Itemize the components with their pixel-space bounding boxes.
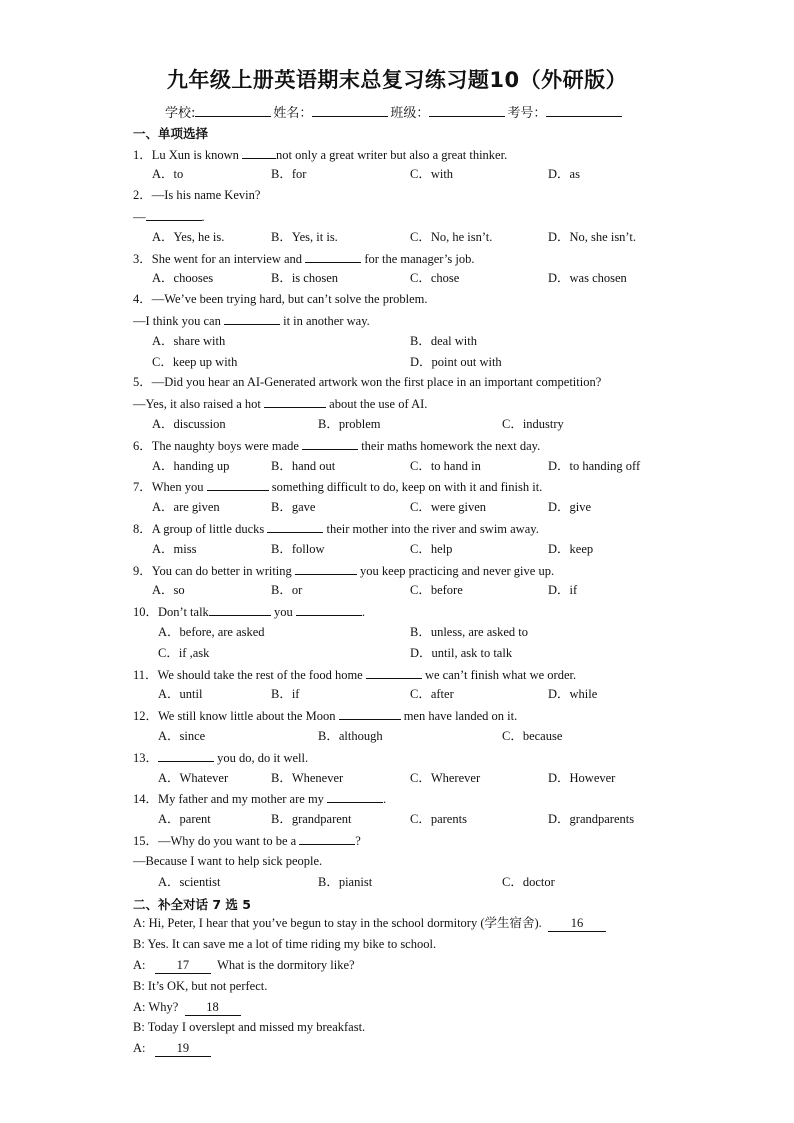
- q14-stem: [133, 790, 386, 807]
- q13-option-a[interactable]: A．Whatever: [158, 771, 229, 785]
- exam-no-blank[interactable]: [546, 105, 622, 117]
- q10-option-c[interactable]: C．if ,ask: [158, 646, 210, 660]
- q5-option-a[interactable]: A．discussion: [152, 417, 226, 431]
- q8-option-b[interactable]: B．follow: [271, 542, 325, 556]
- student-info-row: [165, 102, 624, 121]
- q10-stem-text-2: you: [270, 605, 296, 619]
- q8-blank[interactable]: [267, 520, 323, 533]
- q4-blank[interactable]: [224, 312, 280, 325]
- section-1-heading: 一、单项选择: [133, 126, 209, 141]
- name-label: 姓名：: [273, 106, 313, 121]
- dialog-line-5-text: A: Why?: [133, 1000, 179, 1014]
- dialog-line-7: [133, 1040, 211, 1057]
- q10-stem-end: .: [361, 605, 365, 619]
- q9-option-b[interactable]: B．or: [271, 583, 303, 597]
- q15-blank[interactable]: [299, 832, 355, 845]
- q1-blank[interactable]: [242, 146, 276, 159]
- q4-reply: [133, 312, 370, 329]
- class-blank[interactable]: [429, 105, 505, 117]
- q1-stem-text: 1．Lu Xun is known: [133, 148, 243, 162]
- q15-stem-text: 15．—Why do you want to be a: [133, 834, 300, 848]
- dialog-line-1: [133, 915, 606, 932]
- q8-stem-text: 8．A group of little ducks: [133, 522, 268, 536]
- q12-option-c[interactable]: C．because: [502, 729, 563, 743]
- school-blank[interactable]: [195, 105, 271, 117]
- q12-blank[interactable]: [339, 707, 401, 720]
- q15-option-b[interactable]: B．pianist: [318, 875, 373, 889]
- q5-reply-text: —Yes, it also raised a hot: [133, 397, 265, 411]
- q15-stem-end: ?: [355, 834, 361, 848]
- q3-option-a[interactable]: A．chooses: [152, 271, 214, 285]
- q7-option-b[interactable]: B．gave: [271, 500, 316, 514]
- page-title: 九年级上册英语期末总复习练习题10（外研版）: [166, 68, 628, 92]
- q15-reply: —Because I want to help sick people.: [133, 854, 323, 868]
- q4-option-a[interactable]: A．share with: [152, 334, 226, 348]
- dialog-line-2: B: Yes. It can save me a lot of time riding my bike to school.: [133, 937, 437, 951]
- q11-stem-text-2: we can’t finish what we order.: [421, 668, 577, 682]
- q8-stem: [133, 520, 539, 537]
- q6-stem-text-2: their maths homework the next day.: [358, 439, 541, 453]
- q14-option-b[interactable]: B．grandparent: [271, 812, 352, 826]
- q10-option-d[interactable]: D．until, ask to talk: [410, 646, 513, 660]
- q7-option-a[interactable]: A．are given: [152, 500, 220, 514]
- name-blank[interactable]: [312, 105, 388, 117]
- q13-stem: [133, 749, 308, 766]
- dialog-line-5: [133, 999, 241, 1016]
- q2-option-a[interactable]: A．Yes, he is.: [152, 230, 225, 244]
- q11-blank[interactable]: [366, 666, 422, 679]
- q10-option-b[interactable]: B．unless, are asked to: [410, 625, 529, 639]
- dialog-line-7-speaker: A:: [133, 1041, 146, 1055]
- q10-stem-text: 10．Don’t talk: [133, 605, 209, 619]
- q5-stem: 5．—Did you hear an AI-Generated artwork won the first place in an important competition?: [133, 375, 602, 389]
- q13-blank[interactable]: [158, 749, 214, 762]
- dialog-line-3: [133, 957, 355, 974]
- q11-stem: [133, 666, 576, 683]
- q5-reply: [133, 395, 427, 412]
- dialog-line-4: B: It’s OK, but not perfect.: [133, 979, 268, 993]
- dialog-line-3-text: What is the dormitory like?: [217, 958, 355, 972]
- q7-stem: [133, 478, 542, 495]
- q6-option-b[interactable]: B．hand out: [271, 459, 336, 473]
- q4-reply-text: —I think you can: [133, 314, 224, 328]
- q3-option-b[interactable]: B．is chosen: [271, 271, 339, 285]
- q3-blank[interactable]: [305, 250, 361, 263]
- q6-option-c[interactable]: C．to hand in: [410, 459, 481, 473]
- q3-stem: [133, 250, 474, 267]
- q9-option-a[interactable]: A．so: [152, 583, 185, 597]
- school-label: 学校:: [165, 106, 196, 121]
- q12-option-b[interactable]: B．although: [318, 729, 383, 743]
- dialog-line-3-speaker: A:: [133, 958, 146, 972]
- q11-option-b[interactable]: B．if: [271, 687, 300, 701]
- q2-option-c[interactable]: C．No, he isn’t.: [410, 230, 493, 244]
- q1-stem-text-2: not only a great writer but also a great thinker.: [276, 148, 508, 162]
- q2-reply: [133, 208, 205, 225]
- q3-option-d[interactable]: D．was chosen: [548, 271, 627, 285]
- q3-stem-text-2: for the manager’s job.: [361, 252, 475, 266]
- q1-option-c[interactable]: C．with: [410, 167, 454, 181]
- q4-stem: 4．—We’ve been trying hard, but can’t solve the problem.: [133, 292, 428, 306]
- q11-option-a[interactable]: A．until: [158, 687, 203, 701]
- q10-option-a[interactable]: A．before, are asked: [158, 625, 265, 639]
- q8-option-a[interactable]: A．miss: [152, 542, 197, 556]
- q10-blank-2[interactable]: [296, 603, 362, 616]
- q5-reply-text-2: about the use of AI.: [326, 397, 428, 411]
- q10-stem: [133, 603, 365, 620]
- q6-stem: [133, 437, 540, 454]
- q15-stem: [133, 832, 361, 849]
- q15-option-c[interactable]: C．doctor: [502, 875, 555, 889]
- q13-option-c[interactable]: C．Wherever: [410, 771, 481, 785]
- exam-no-label: 考号：: [507, 106, 547, 121]
- q7-stem-text: 7．When you: [133, 480, 207, 494]
- q9-option-d[interactable]: D．if: [548, 583, 578, 597]
- q6-option-d[interactable]: D．to handing off: [548, 459, 641, 473]
- dialog-line-1-text: A: Hi, Peter, I hear that you’ve begun to stay in the school dormitory (学生宿舍).: [133, 916, 542, 930]
- q2-blank[interactable]: [146, 208, 202, 221]
- q11-option-d[interactable]: D．while: [548, 687, 598, 701]
- q14-stem-end: .: [383, 792, 387, 806]
- q1-option-d[interactable]: D．as: [548, 167, 580, 181]
- q2-stem: 2．—Is his name Kevin?: [133, 188, 261, 202]
- dialog-line-6: B: Today I overslept and missed my breakfast.: [133, 1020, 366, 1034]
- q8-option-d[interactable]: D．keep: [548, 542, 594, 556]
- q12-stem: [133, 707, 517, 724]
- q7-option-c[interactable]: C．were given: [410, 500, 487, 514]
- q1-option-b[interactable]: B．for: [271, 167, 307, 181]
- q5-blank[interactable]: [264, 395, 326, 408]
- q9-option-c[interactable]: C．before: [410, 583, 463, 597]
- q14-stem-text: 14．My father and my mother are my: [133, 792, 328, 806]
- q11-stem-text: 11．We should take the rest of the food home: [133, 668, 366, 682]
- blank-17[interactable]: 17: [155, 957, 211, 974]
- q14-option-a[interactable]: A．parent: [158, 812, 211, 826]
- q12-option-a[interactable]: A．since: [158, 729, 206, 743]
- q4-option-d[interactable]: D．point out with: [410, 355, 502, 369]
- q6-stem-text: 6．The naughty boys were made: [133, 439, 303, 453]
- q8-option-c[interactable]: C．help: [410, 542, 453, 556]
- q7-stem-text-2: something difficult to do, keep on with it and finish it.: [268, 480, 543, 494]
- q12-stem-text: 12．We still know little about the Moon: [133, 709, 339, 723]
- blank-16[interactable]: 16: [548, 915, 606, 932]
- q5-option-b[interactable]: B．problem: [318, 417, 381, 431]
- q5-option-c[interactable]: C．industry: [502, 417, 564, 431]
- q12-stem-text-2: men have landed on it.: [400, 709, 518, 723]
- q1-option-a[interactable]: A．to: [152, 167, 184, 181]
- q2-reply-dash: —: [133, 210, 146, 224]
- q11-option-c[interactable]: C．after: [410, 687, 454, 701]
- q6-option-a[interactable]: A．handing up: [152, 459, 230, 473]
- q10-blank-1[interactable]: [209, 603, 271, 616]
- q14-option-d[interactable]: D．grandparents: [548, 812, 635, 826]
- q3-stem-text: 3．She went for an interview and: [133, 252, 306, 266]
- q14-blank[interactable]: [327, 790, 383, 803]
- q8-stem-text-2: their mother into the river and swim away.: [323, 522, 539, 536]
- q7-blank[interactable]: [207, 478, 269, 491]
- q13-stem-text: 13．: [133, 751, 159, 765]
- blank-19[interactable]: 19: [155, 1040, 211, 1057]
- q2-reply-end: .: [201, 210, 205, 224]
- q3-option-c[interactable]: C．chose: [410, 271, 460, 285]
- q13-option-b[interactable]: B．Whenever: [271, 771, 344, 785]
- section-2-heading: 二、补全对话 7 选 5: [133, 897, 251, 912]
- q2-option-d[interactable]: D．No, she isn’t.: [548, 230, 636, 244]
- q2-option-b[interactable]: B．Yes, it is.: [271, 230, 338, 244]
- blank-18[interactable]: 18: [185, 999, 241, 1016]
- q9-stem-text-2: you keep practicing and never give up.: [356, 564, 555, 578]
- q4-option-b[interactable]: B．deal with: [410, 334, 478, 348]
- q15-option-a[interactable]: A．scientist: [158, 875, 221, 889]
- q14-option-c[interactable]: C．parents: [410, 812, 467, 826]
- q9-blank[interactable]: [295, 562, 357, 575]
- q13-option-d[interactable]: D．However: [548, 771, 616, 785]
- q7-option-d[interactable]: D．give: [548, 500, 592, 514]
- q13-stem-text-2: you do, do it well.: [214, 751, 309, 765]
- q9-stem: [133, 562, 554, 579]
- class-label: 班级：: [390, 106, 430, 121]
- q4-reply-text-2: it in another way.: [279, 314, 370, 328]
- q1-stem: [133, 146, 507, 163]
- q9-stem-text: 9．You can do better in writing: [133, 564, 295, 578]
- q6-blank[interactable]: [302, 437, 358, 450]
- q4-option-c[interactable]: C．keep up with: [152, 355, 238, 369]
